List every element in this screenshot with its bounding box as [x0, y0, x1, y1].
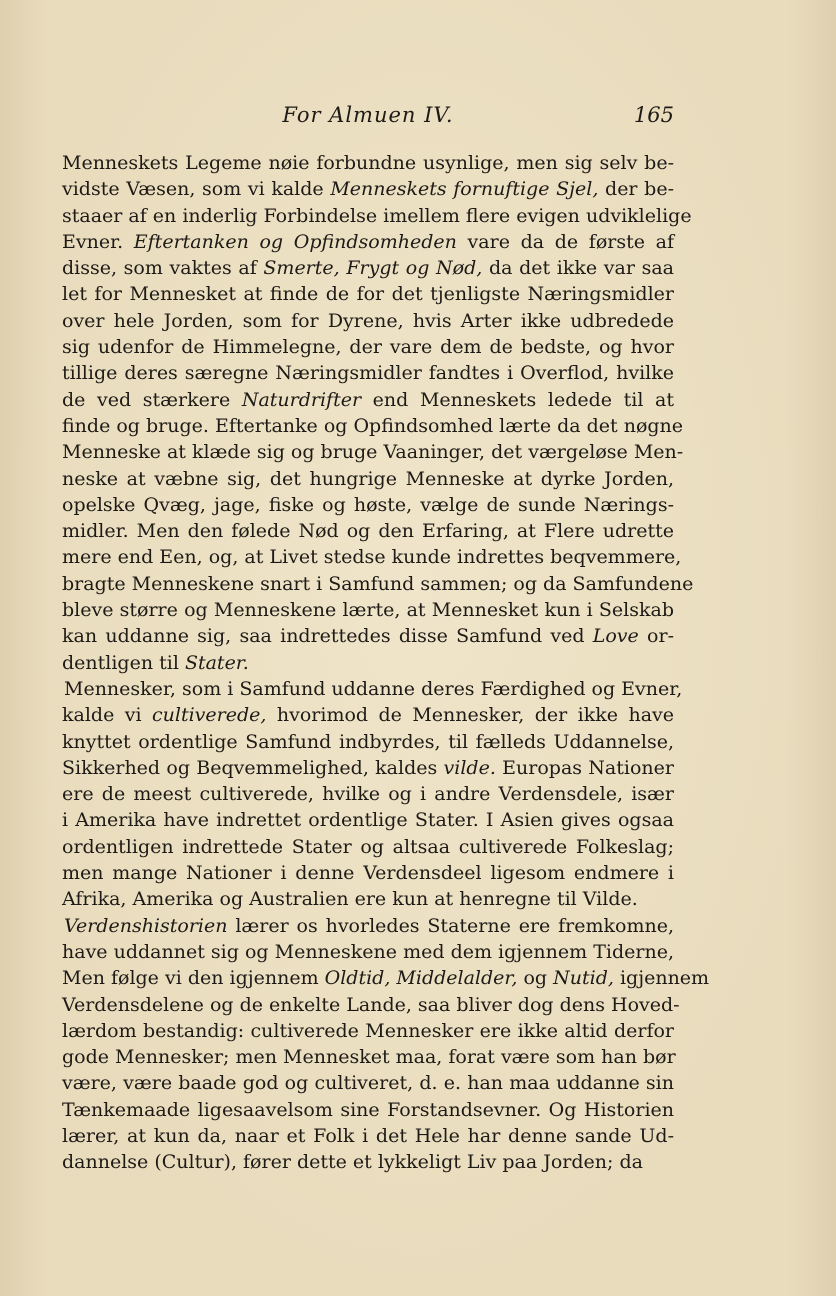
text-span: midler. Men den følede Nød og den Erfaring, at Flere udrette [62, 520, 674, 543]
text-span: lærer, at kun da, naar et Folk i det Hele har denne sande Ud- [62, 1124, 674, 1147]
text-span: dentligen til [62, 651, 185, 674]
italic-text: Nutid, [553, 967, 614, 990]
text-line [62, 387, 674, 413]
italic-text: Eftertanken og Opfindsomheden [133, 230, 457, 253]
italic-text: Stater. [184, 651, 249, 674]
page-header [62, 103, 674, 133]
text-line [62, 755, 674, 781]
text-line [62, 544, 682, 570]
text-span: Tænkemaade ligesaavelsom sine Forstandsevner. Og Historien [62, 1098, 674, 1121]
text-span: staaer af en inderlig Forbindelse imellem flere evigen udviklelige [62, 204, 692, 227]
italic-text: cultiverede, [152, 704, 267, 727]
text-line [62, 729, 674, 755]
text-span: over hele Jorden, som for Dyrene, hvis Arter ikke udbredede [62, 309, 674, 332]
text-span: og [517, 967, 554, 990]
text-line [62, 1097, 674, 1123]
text-span: igjennem [613, 967, 710, 990]
text-span: ere de meest cultiverede, hvilke og i andre Verdensdele, især [62, 783, 674, 806]
text-span: let for Mennesket at finde de for det tjenligste Næringsmidler [62, 283, 674, 306]
text-span: lærer os hvorledes Staterne ere fremkomne, [227, 914, 674, 937]
text-line [62, 1070, 674, 1096]
text-span: kalde vi [62, 704, 153, 727]
text-line [62, 702, 674, 728]
text-line [62, 150, 674, 176]
text-span: gode Mennesker; men Mennesket maa, forat være som han bør [62, 1046, 676, 1069]
text-line [62, 518, 674, 544]
text-span: Menneskets Legeme nøie forbundne usynlige, men sig selv be- [62, 152, 674, 174]
text-span: men mange Nationer i denne Verdensdeel ligesom endmere i [62, 862, 674, 885]
text-line [62, 623, 674, 649]
text-line [62, 650, 674, 676]
text-line [62, 597, 674, 623]
text-span: Menneske at klæde sig og bruge Vaaninger, det værgeløse Men- [62, 441, 684, 464]
text-line [62, 1149, 674, 1175]
text-line [62, 807, 674, 833]
text-line [62, 229, 674, 255]
text-line [62, 255, 674, 281]
text-line [62, 834, 674, 860]
italic-text: Love [592, 625, 639, 648]
text-span: opelske Qvæg, jage, fiske og høste, vælge de sunde Nærings- [62, 493, 674, 516]
text-span: tillige deres særegne Næringsmidler fandtes i Overflod, hvilke [62, 362, 674, 385]
italic-text: Smerte, Frygt og Nød, [263, 257, 483, 280]
text-span: bragte Menneskene snart i Samfund sammen; og da Samfundene [62, 572, 694, 595]
text-span: knyttet ordentlige Samfund indbyrdes, til fælleds Uddannelse, [62, 730, 674, 753]
text-span: mere end Een, og, at Livet stedse kunde indrettes beqvemmere, [62, 546, 682, 569]
italic-text: Oldtid, Middelalder, [324, 967, 518, 990]
text-span: Afrika, Amerika og Australien ere kun at henregne til Vilde. [62, 888, 638, 911]
text-span: i Amerika have indrettet ordentlige Stater. I Asien gives ogsaa [62, 809, 674, 832]
text-line [62, 492, 674, 518]
text-line [62, 360, 674, 386]
italic-text: Menneskets fornuftige Sjel, [330, 178, 599, 201]
text-span: or- [638, 625, 674, 648]
text-span: de ved stærkere [62, 388, 242, 411]
text-span: dannelse (Cultur), fører dette et lykkeligt Liv paa Jorden; da [62, 1151, 643, 1174]
text-span: vidste Væsen, som vi kalde [62, 178, 331, 201]
text-line [62, 781, 674, 807]
text-line [62, 1018, 674, 1044]
text-line [62, 939, 674, 965]
text-span: Europas Nationer [495, 756, 674, 779]
text-span: hvorimod de Mennesker, der ikke have [266, 704, 674, 727]
text-span: kan uddanne sig, saa indrettedes disse Samfund ved [62, 625, 593, 648]
text-span: disse, som vaktes af [62, 257, 264, 280]
text-line [62, 1044, 674, 1070]
text-span: bleve større og Menneskene lærte, at Mennesket kun i Selskab [62, 599, 674, 622]
text-line [62, 176, 674, 202]
text-span: Men følge vi den igjennem [62, 967, 325, 990]
text-span: ordentligen indrettede Stater og altsaa cultiverede Folkeslag; [62, 835, 674, 858]
text-span: finde og bruge. Eftertanke og Opfindsomhed lærte da det nøgne [62, 414, 684, 437]
page-number: 165 [633, 103, 674, 127]
text-line [62, 281, 674, 307]
text-span: lærdom bestandig: cultiverede Mennesker ere ikke altid derfor [62, 1019, 674, 1042]
text-line [62, 1123, 674, 1149]
text-line [62, 886, 674, 912]
text-line [62, 308, 674, 334]
text-span: være, være baade god og cultiveret, d. e. han maa uddanne sin [62, 1072, 674, 1095]
text-span: Evner. [62, 230, 134, 253]
italic-text: Naturdrifter [241, 388, 362, 411]
text-line [62, 413, 684, 439]
text-span: Mennesker, som i Samfund uddanne deres Færdighed og Evner, [64, 677, 683, 700]
text-span: have uddannet sig og Menneskene med dem igjennem Tiderne, [62, 940, 674, 963]
italic-text: Verdenshistorien [64, 914, 228, 937]
text-span: vare da de første af [456, 230, 674, 253]
text-span: neske at væbne sig, det hungrige Menneske at dyrke Jorden, [62, 467, 674, 490]
text-line [62, 571, 694, 597]
text-line [62, 913, 674, 939]
text-line [62, 992, 680, 1018]
text-line [62, 439, 684, 465]
text-span: end Menneskets ledede til at [361, 388, 674, 411]
text-span: der be- [598, 178, 674, 201]
text-span: sig udenfor de Himmelegne, der vare dem de bedste, og hvor [62, 336, 674, 359]
text-span: Verdensdelene og de enkelte Lande, saa bliver dog dens Hoved- [62, 993, 680, 1016]
body-text [62, 150, 710, 1176]
text-line [62, 965, 710, 991]
text-span: Sikkerhed og Beqvemmelighed, kaldes [62, 756, 444, 779]
text-line [62, 676, 683, 702]
text-line [62, 334, 674, 360]
italic-text: vilde. [443, 756, 496, 779]
text-span: da det ikke var saa [482, 257, 674, 280]
text-line [62, 203, 692, 229]
text-line [62, 860, 674, 886]
running-title: For Almuen IV. [282, 103, 454, 127]
text-line [62, 466, 674, 492]
